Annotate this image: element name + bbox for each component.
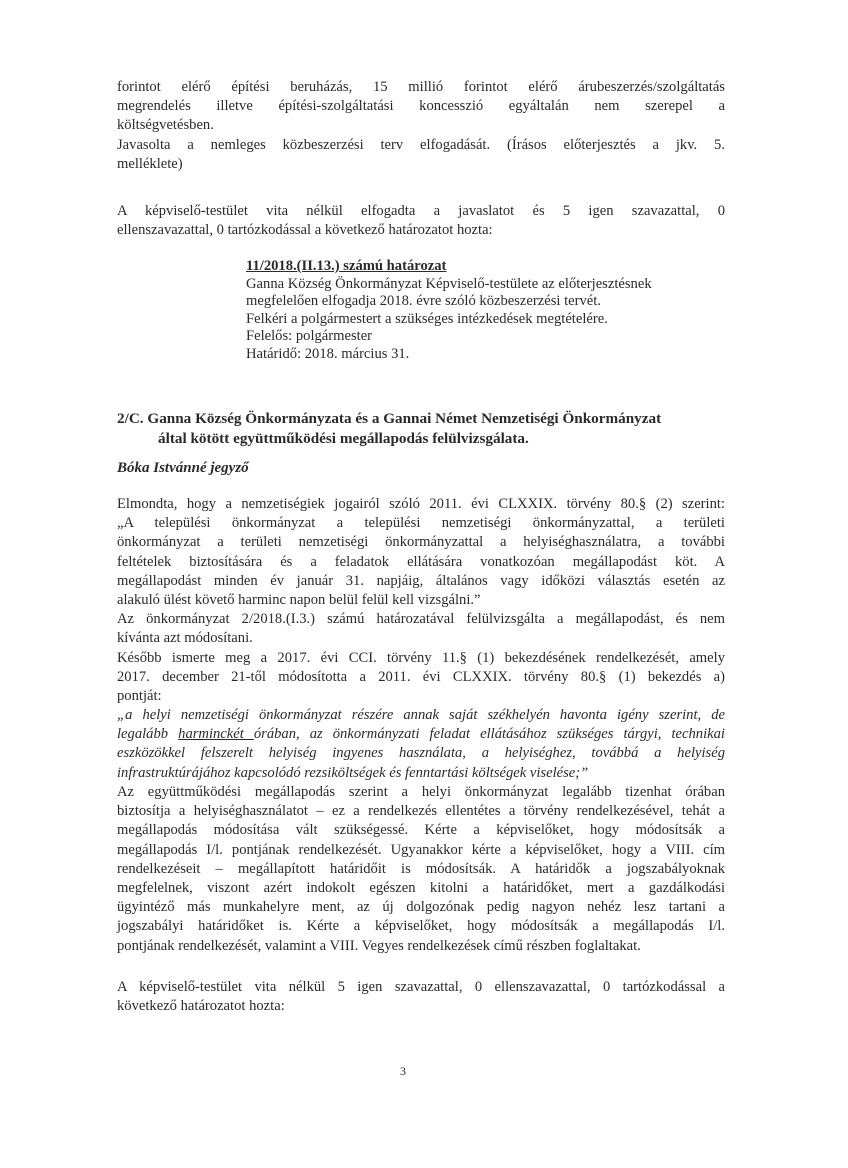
text-line: önkormányzat a területi nemzetiségi önkormányzattal a helyiséghasználatra, a további [117,534,725,551]
text-line: megrendelés illetve építési-szolgáltatási koncesszió egyáltalán nem szerepel a [117,98,725,115]
text-line: megállapodás I/l. pontjának rendelkezését. Ugyanakkor kérte a képviselőket, hogy a VIII. cím [117,841,725,858]
speaker-name: Bóka Istvánné jegyző [117,460,249,476]
text-line: Az együttműködési megállapodás szerint a helyi önkormányzat legalább tizenhat órában [117,784,725,800]
resolution-line: Felkéri a polgármestert a szükséges intézkedések megtételére. [246,310,608,327]
resolution-title: 11/2018.(II.13.) számú határozat [246,258,447,274]
page-number: 3 [400,1064,406,1078]
quote-text: legalább [117,726,179,743]
text-line: következő határozatot hozta: [117,998,285,1015]
text-line: Később ismerte meg a 2017. évi CCI. törvény 11.§ (1) bekezdésének rendelkezését, amely [117,649,725,666]
resolution-line: Felelős: polgármester [246,328,373,345]
text-line: Az önkormányzat 2/2018.(I.3.) számú határozatával felülvizsgálta a megállapodást, és nem [117,611,725,628]
text-line: ügyintéző más munkahelyre ment, az új dolgozónak pedig nagyon nehéz lesz tartani a [117,899,725,916]
text-line: feltételek biztosítására és a feladatok ellátására vonatkozóan megállapodást köt. A [117,553,725,570]
text-line: jogszabályi határidőket is. Kérte a képviselőket, hogy módosítsák a megállapodás I/l. [117,918,725,935]
text-line: költségvetésben. [117,117,214,134]
law-quote [117,706,725,783]
quote-text: órában, az önkormányzati feladat ellátásához szükséges tárgyi, technikai [253,726,725,743]
text-line: A képviselő-testület vita nélkül 5 igen szavazattal, 0 ellenszavazattal, 0 tartózkodással a [117,979,725,995]
text-line: forintot elérő építési beruházás, 15 millió forintot elérő árubeszerzés/szolgáltatás [117,79,725,95]
quote-underlined-text: harminckét [178,726,254,743]
vote-paragraph-2 [117,978,725,1016]
text-line: megállapodást minden év január 31. napjáig, általános vagy időközi választás esetén az [117,572,725,589]
text-line: megállapodás módosítása vált szükségessé. Kérte a képviselőket, hogy módosítsák a [117,822,725,839]
text-line: biztosítja a helyiséghasználatot – ez a rendelkezés ellentétes a törvény rendelkezésével, tehát a [117,803,725,820]
resolution-line: megfelelően elfogadja 2018. évre szóló közbeszerzési tervét. [246,293,601,310]
text-line: alakuló ülést követő harminc napon belül felül kell vizsgálni.” [117,592,481,609]
heading-line-2: által kötött együttműködési megállapodás felülvizsgálata. [158,430,529,447]
text-line: melléklete) [117,155,183,172]
body-paragraph-1 [117,495,725,706]
resolution-line: Határidő: 2018. március 31. [246,345,410,362]
body-paragraph-2 [117,783,725,956]
quote-line: eszközökkel felszerelt helyiség ingyenes használata, a helyiséghez, továbbá a helyiség [117,745,725,762]
resolution-block [246,258,726,364]
text-line: A képviselő-testület vita nélkül elfogadta a javaslatot és 5 igen szavazattal, 0 [117,203,725,219]
agenda-heading [117,409,737,449]
text-line: kívánta azt módosítani. [117,630,253,647]
text-line: Elmondta, hogy a nemzetiségiek jogairól szóló 2011. évi CLXXIX. törvény 80.§ (2) szerint: [117,496,725,512]
text-line: Javasolta a nemleges közbeszerzési terv elfogadását. (Írásos előterjesztés a jkv. 5. [117,136,725,153]
text-line: pontját: [117,688,162,705]
heading-line-1: 2/C. Ganna Község Önkormányzata és a Gannai Német Nemzetiségi Önkormányzat [117,410,662,427]
intro-paragraph [117,78,725,174]
text-line: rendelkezéseit – megállapított határidőit is módosítsák. A határidők a jogszabályoknak [117,860,725,877]
quote-line: „a helyi nemzetiségi önkormányzat részére annak saját székhelyén havonta igény szerint, de [117,707,725,723]
quote-line: infrastruktúrájához kapcsolódó rezsiköltségek és fenntartási költségek viselése;” [117,764,589,781]
vote-paragraph-1 [117,202,725,240]
text-line: ellenszavazattal, 0 tartózkodással a következő határozatot hozta: [117,222,493,239]
text-line: 2017. december 21-től módosította a 2011. évi CLXXIX. törvény 80.§ (1) bekezdés a) [117,668,725,685]
quote-line [117,725,725,744]
text-line: megfelelnek, viszont azért indokolt egészen kitolni a határidőket, mert a gazdálkodási [117,880,725,897]
resolution-line: Ganna Község Önkormányzat Képviselő-testülete az előterjesztésnek [246,275,652,292]
text-line: pontjának rendelkezését, valamint a VIII. Vegyes rendelkezések című részben foglaltakat. [117,937,641,954]
text-line: „A települési önkormányzat a települési nemzetiségi önkormányzattal, a területi [117,515,725,532]
